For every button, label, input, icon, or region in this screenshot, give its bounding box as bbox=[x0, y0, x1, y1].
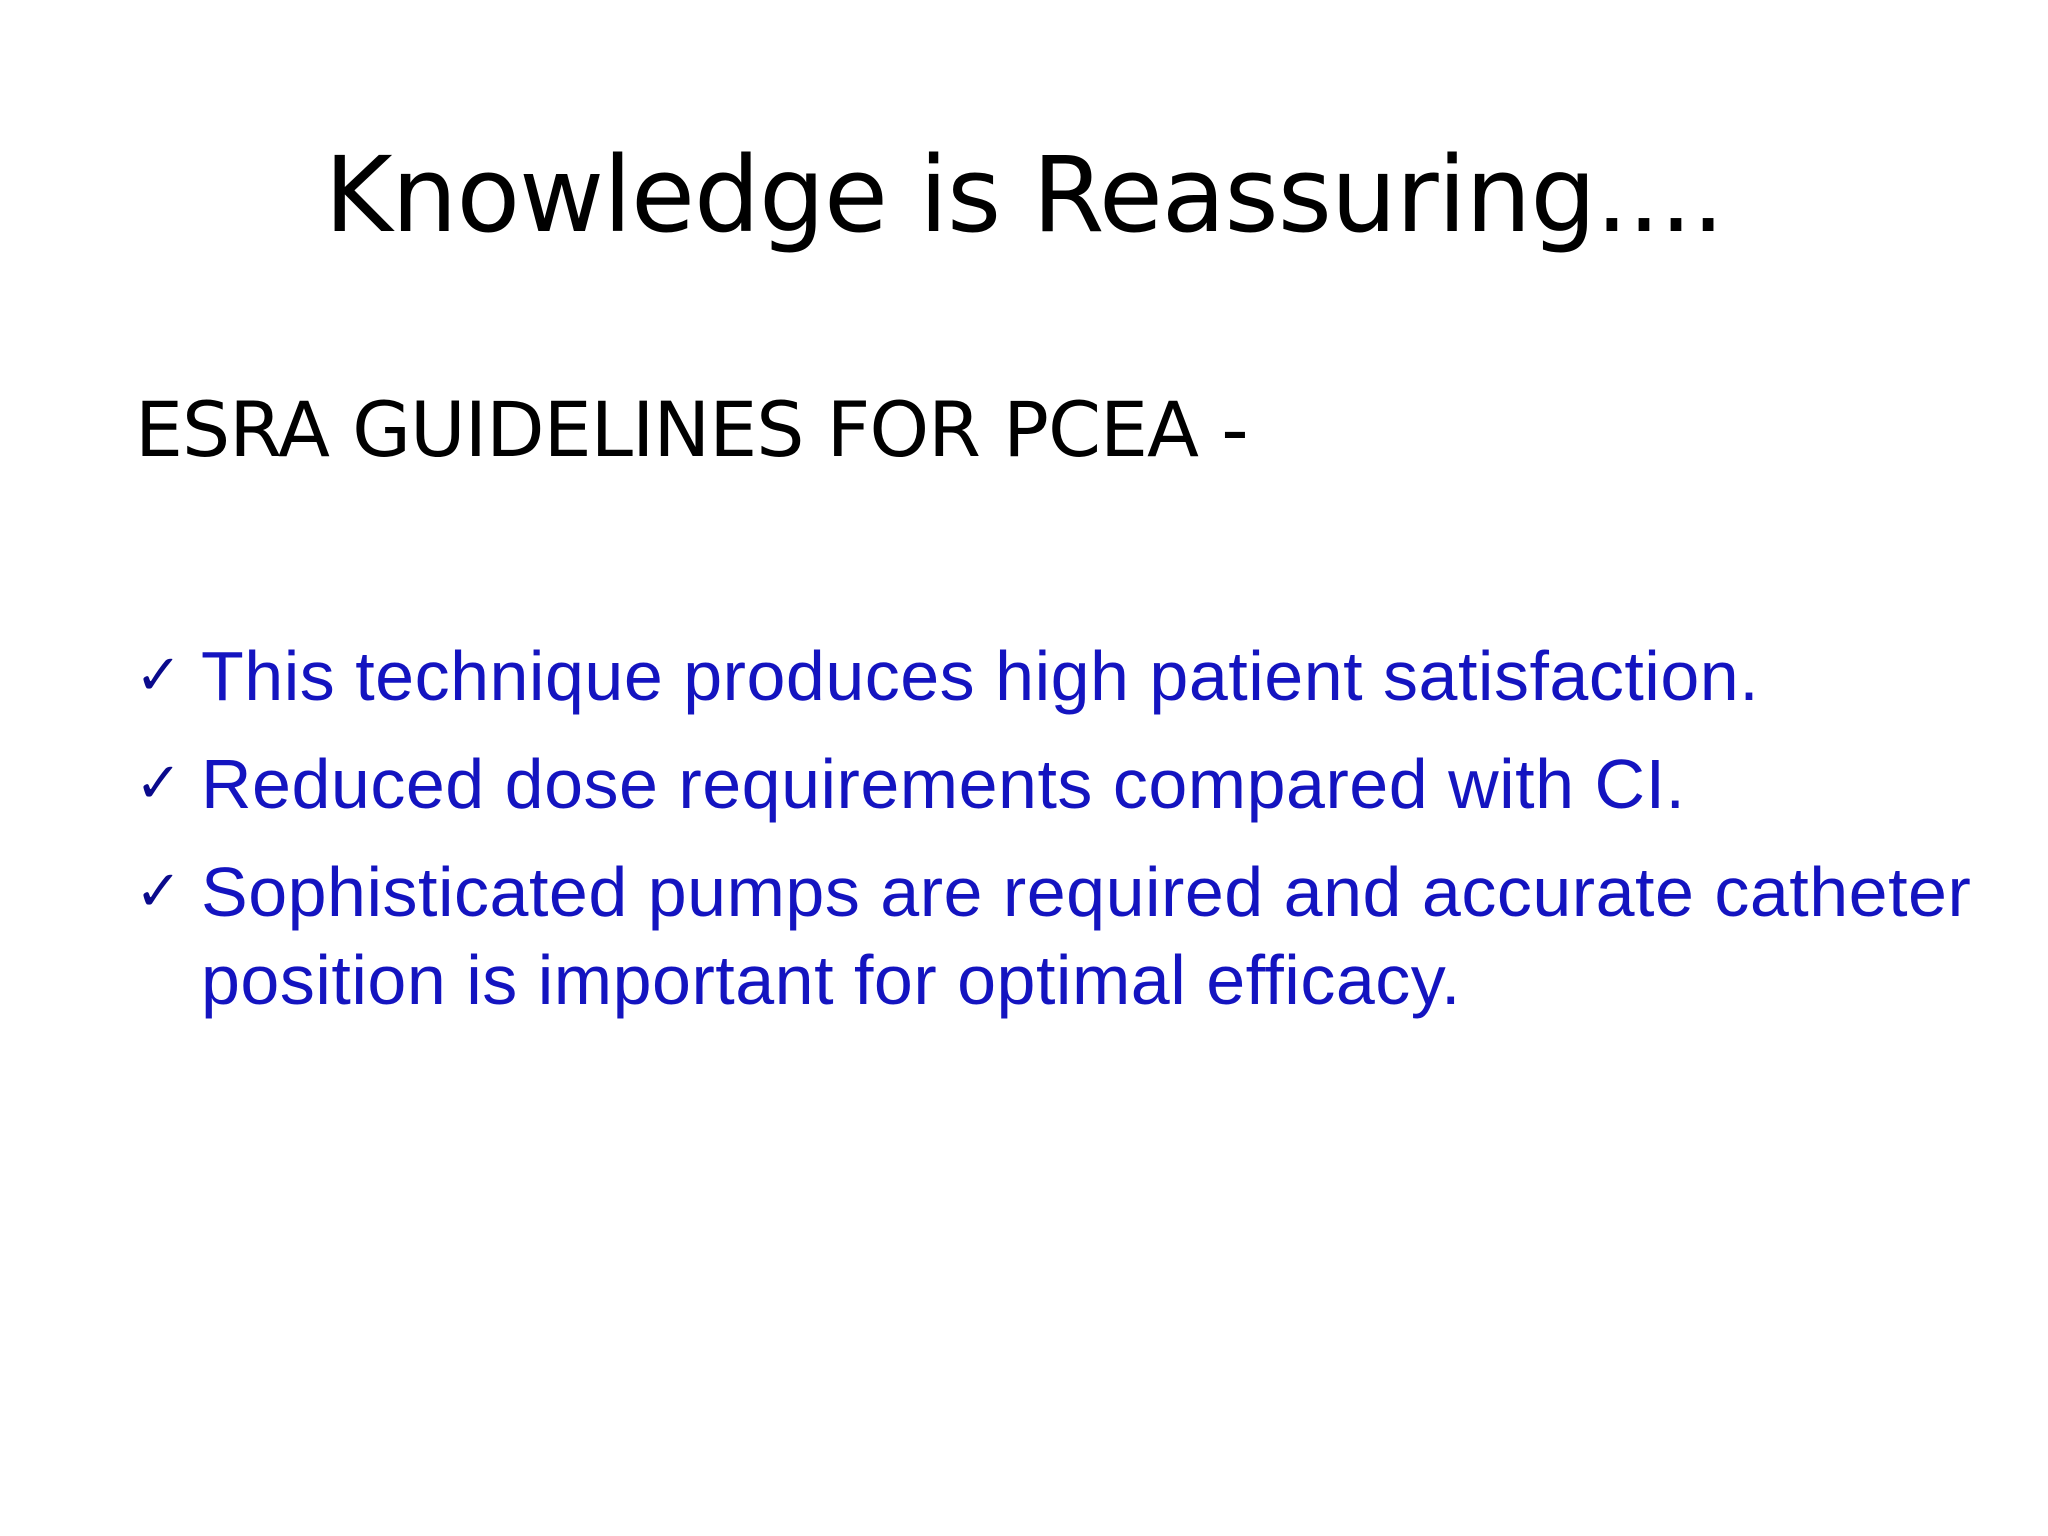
check-icon: ✓ bbox=[135, 751, 182, 816]
bullet-list bbox=[135, 632, 1995, 1044]
slide-subtitle: ESRA GUIDELINES FOR PCEA - bbox=[135, 385, 1248, 474]
bullet-item bbox=[135, 848, 1995, 1024]
bullet-text: This technique produces high patient satisfaction. bbox=[201, 637, 1760, 715]
bullet-text: Sophisticated pumps are required and accurate catheter position is important for optimal efficacy. bbox=[201, 853, 1972, 1019]
bullet-item bbox=[135, 632, 1995, 720]
slide-title: Knowledge is Reassuring.... bbox=[324, 134, 1724, 256]
check-icon: ✓ bbox=[135, 859, 182, 924]
bullet-text: Reduced dose requirements compared with CI. bbox=[201, 745, 1686, 823]
check-icon: ✓ bbox=[135, 643, 182, 708]
bullet-item bbox=[135, 740, 1995, 828]
